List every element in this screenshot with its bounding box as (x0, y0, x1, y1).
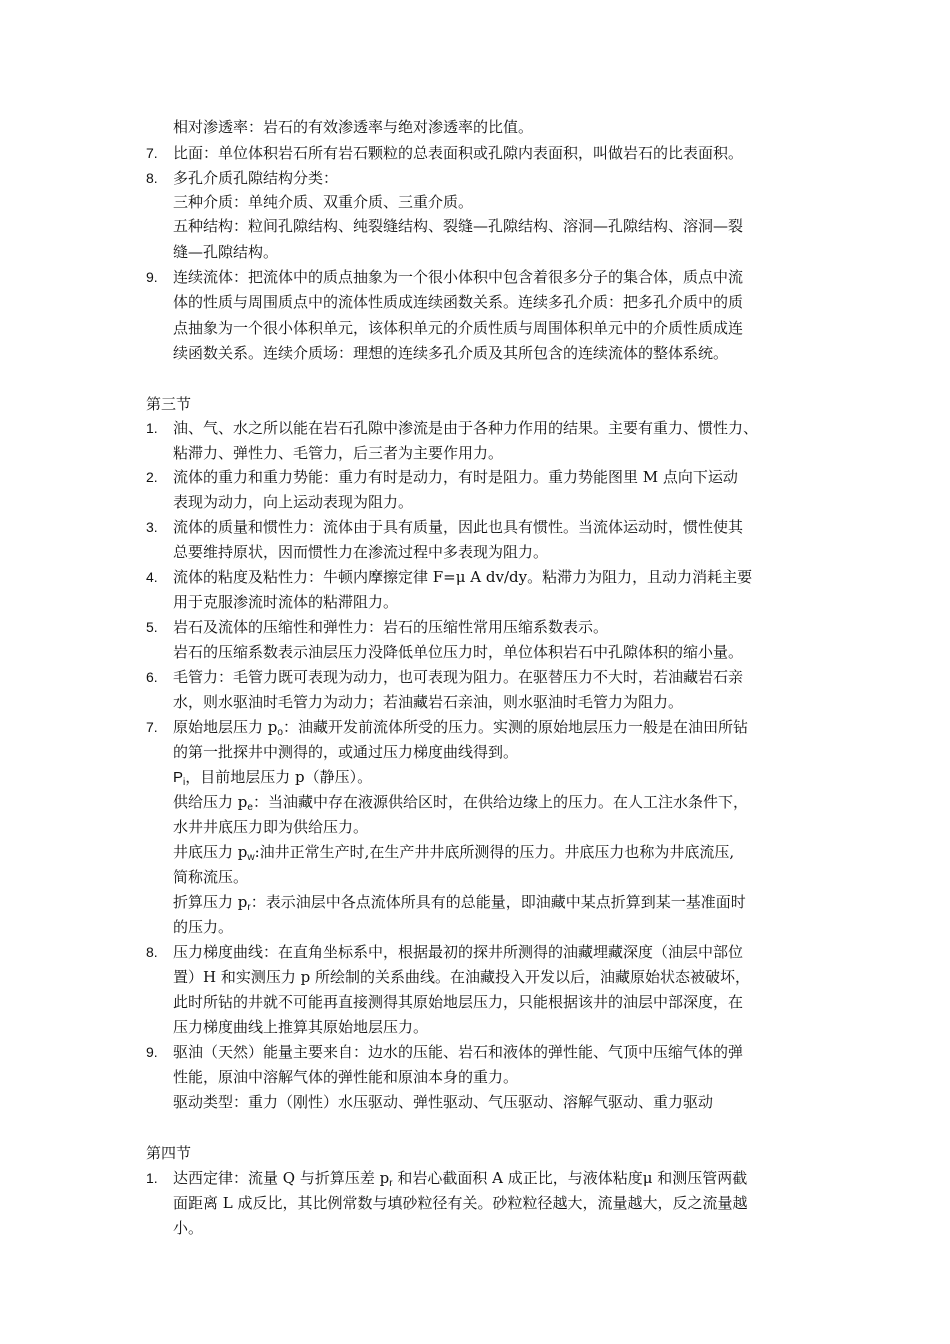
section-heading: 第四节 (146, 1144, 192, 1162)
text-line: $P_i$，目前地层压力 p（静压）。 (173, 768, 373, 788)
list-number: 5. (146, 619, 158, 635)
section-heading: 第三节 (146, 395, 192, 413)
text-line: 此时所钻的井就不可能再直接测得其原始地层压力，只能根据该井的油层中部深度，在 (173, 993, 744, 1011)
list-number: 9. (146, 269, 158, 285)
text-line: 驱动类型：重力（刚性）水压驱动、弹性驱动、气压驱动、溶解气驱动、重力驱动 (173, 1093, 714, 1111)
text-line: 的第一批探井中测得的，或通过压力梯度曲线得到。 (173, 743, 519, 761)
text-line: 表现为动力，向上运动表现为阻力。 (173, 493, 414, 511)
list-number: 7. (146, 145, 158, 161)
text-line: 达西定律：流量 Q 与折算压差 $p_r$ 和岩心截面积 A 成正比，与液体粘度μ 和测压管两截 (173, 1169, 748, 1189)
text-line: 缝—孔隙结构。 (173, 243, 279, 261)
text-line: 压力梯度曲线上推算其原始地层压力。 (173, 1018, 429, 1036)
text-line: 毛管力：毛管力既可表现为动力，也可表现为阻力。在驱替压力不大时，若油藏岩石亲 (173, 668, 744, 686)
list-number: 8. (146, 170, 158, 186)
text-line: 小。 (173, 1219, 204, 1237)
text-line: 体的性质与周围质点中的流体性质成连续函数关系。连续多孔介质：把多孔介质中的质 (173, 293, 744, 311)
list-number: 3. (146, 519, 158, 535)
text-line: 续函数关系。连续介质场：理想的连续多孔介质及其所包含的连续流体的整体系统。 (173, 344, 729, 362)
text-line: 岩石的压缩系数表示油层压力没降低单位压力时，单位体积岩石中孔隙体积的缩小量。 (173, 643, 744, 661)
list-number: 2. (146, 469, 158, 485)
text-line: 压力梯度曲线：在直角坐标系中，根据最初的探井所测得的油藏埋藏深度（油层中部位 (173, 943, 744, 961)
text-line: 原始地层压力 $p_o$：油藏开发前流体所受的压力。实测的原始地层压力一般是在油田所钻 (173, 718, 748, 738)
text-line: 性能，原油中溶解气体的弹性能和原油本身的重力。 (173, 1068, 519, 1086)
list-number: 7. (146, 719, 158, 735)
text-line: 连续流体：把流体中的质点抽象为一个很小体积中包含着很多分子的集合体，质点中流 (173, 268, 744, 286)
text-line: 粘滞力、弹性力、毛管力，后三者为主要作用力。 (173, 444, 504, 462)
text-line: 井底压力 $p_w$:油井正常生产时,在生产井井底所测得的压力。井底压力也称为井底流压, (173, 843, 735, 863)
text-line: 点抽象为一个很小体积单元，该体积单元的介质性质与周围体积单元中的介质性质成连 (173, 319, 744, 337)
text-line: 多孔介质孔隙结构分类： (173, 169, 339, 187)
text-line: 驱油（天然）能量主要来自：边水的压能、岩石和液体的弹性能、气顶中压缩气体的弹 (173, 1043, 744, 1061)
list-number: 4. (146, 569, 158, 585)
text-line: 五种结构：粒间孔隙结构、纯裂缝结构、裂缝—孔隙结构、溶洞—孔隙结构、溶洞—裂 (173, 217, 744, 235)
text-line: 相对渗透率：岩石的有效渗透率与绝对渗透率的比值。 (173, 118, 534, 136)
list-number: 9. (146, 1044, 158, 1060)
list-number: 1. (146, 420, 158, 436)
list-number: 1. (146, 1170, 158, 1186)
text-line: 流体的质量和惯性力：流体由于具有质量，因此也具有惯性。当流体运动时，惯性使其 (173, 518, 744, 536)
list-number: 6. (146, 669, 158, 685)
text-line: 岩石及流体的压缩性和弹性力：岩石的压缩性常用压缩系数表示。 (173, 618, 609, 636)
text-line: 三种介质：单纯介质、双重介质、三重介质。 (173, 193, 474, 211)
text-line: 面距离 L 成反比，其比例常数与填砂粒径有关。砂粒粒径越大，流量越大，反之流量越 (173, 1194, 748, 1212)
text-line: 比面：单位体积岩石所有岩石颗粒的总表面积或孔隙内表面积，叫做岩石的比表面积。 (173, 144, 744, 162)
text-line: 供给压力 $p_e$：当油藏中存在液源供给区时，在供给边缘上的压力。在人工注水条件下， (173, 793, 748, 813)
text-line: 用于克服渗流时流体的粘滞阻力。 (173, 593, 399, 611)
text-line: 简称流压。 (173, 868, 249, 886)
text-line: 置）H 和实测压力 p 所绘制的关系曲线。在油藏投入开发以后，油藏原始状态被破坏， (173, 968, 750, 986)
text-line: 总要维持原状，因而惯性力在渗流过程中多表现为阻力。 (173, 543, 549, 561)
text-line: 水，则水驱油时毛管力为动力；若油藏岩石亲油，则水驱油时毛管力为阻力。 (173, 693, 684, 711)
text-line: 油、气、水之所以能在岩石孔隙中渗流是由于各种力作用的结果。主要有重力、惯性力、 (173, 419, 759, 437)
text-line: 水井井底压力即为供给压力。 (173, 818, 369, 836)
text-line: 的压力。 (173, 918, 234, 936)
text-line: 流体的粘度及粘性力：牛顿内摩擦定律 F=μ A dv/dy。粘滞力为阻力，且动力消耗主要 (173, 568, 753, 586)
list-number: 8. (146, 944, 158, 960)
text-line: 流体的重力和重力势能：重力有时是动力，有时是阻力。重力势能图里 M 点向下运动 (173, 468, 738, 486)
text-line: 折算压力 $p_r$：表示油层中各点流体所具有的总能量，即油藏中某点折算到某一基准面时 (173, 893, 746, 913)
